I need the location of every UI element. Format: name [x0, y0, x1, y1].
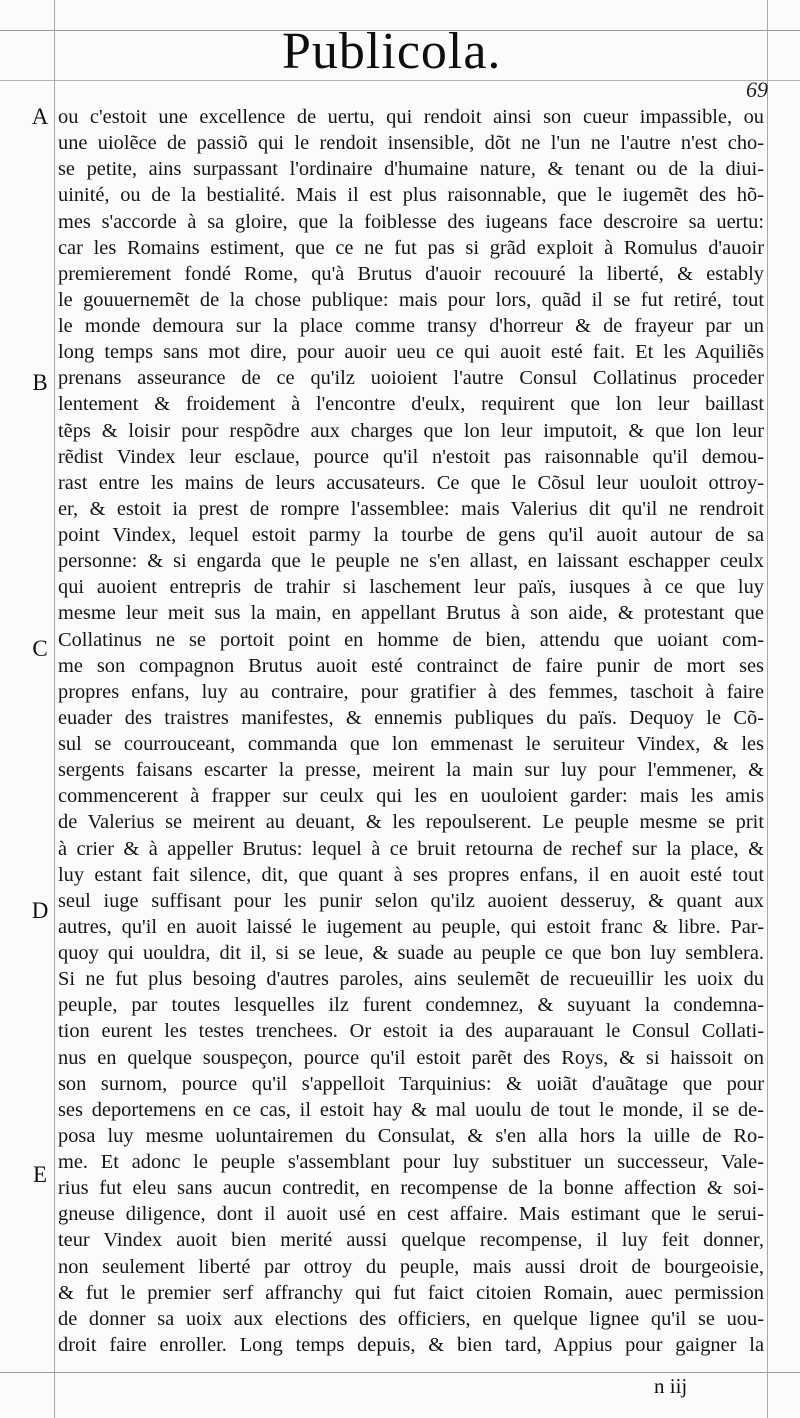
text-line: personne: & si engarda que le peuple ne s'en allast, en laissant eschapper ceulx: [58, 550, 764, 573]
margin-letter-e: E: [32, 1162, 48, 1187]
folio-number: 69: [746, 77, 768, 102]
bottom-rule: [0, 1372, 800, 1373]
text-line: une uiolẽce de passiõ qui le rendoit insensible, dõt ne l'un ne l'autre n'est cho-: [58, 132, 764, 155]
page-title: Publicola.: [282, 23, 502, 80]
text-line: Collatinus ne se portoit point en homme de bien, attendu que uoiant com-: [58, 628, 764, 651]
text-line: autres, qu'il en auoit laissé le iugement au peuple, qui estoit franc & libre. Par-: [58, 915, 764, 938]
text-line: droit faire enroller. Long temps depuis, & bien tard, Appius pour gaigner la: [58, 1333, 764, 1356]
text-line: rast entre les mains de leurs accusateurs. Ce que le Cõsul leur uouloit ottroy-: [58, 471, 764, 494]
text-line: son surnom, pource qu'il s'appelloit Tarquinius: & uoiãt d'auãtage que pour: [58, 1072, 764, 1095]
text-line: Si ne fut plus besoing d'autres paroles, ains seulemẽt de recueuillir les uoix du: [58, 968, 764, 991]
right-rule: [767, 0, 768, 1418]
text-line: me son compagnon Brutus auoit esté contrainct de faire punir de mort ses: [58, 654, 764, 677]
text-line: de donner sa uoix aux elections des officiers, en quelque lignee qu'il se uou-: [58, 1307, 764, 1330]
text-line: point Vindex, lequel estoit parmy la tourbe de gens qu'il auoit autour de sa: [58, 524, 764, 546]
text-line: teur Vindex auoit bien merité aussi quelque recompense, il luy feit donner,: [58, 1229, 764, 1252]
text-line: premierement fondé Rome, qu'à Brutus d'auoir recouuré la liberté, & estably: [58, 262, 764, 285]
text-line: tẽps & loisir pour respõdre aux charges que lon leur imputoit, & que lon leur: [58, 419, 764, 442]
text-line: à crier & à appeller Brutus: lequel à ce bruit retourna de rechef sur la place, &: [58, 837, 764, 860]
left-rule: [54, 0, 55, 1418]
text-line: er, & estoit ia prest de rompre l'assemblee: mais Valerius dit qu'il ne rendroit: [58, 497, 764, 520]
text-line: propres enfans, luy au contraire, pour gratifier à des femmes, taschoit à faire: [58, 680, 764, 703]
margin-letter-d: D: [31, 898, 49, 923]
text-line: posa luy mesme uoluntairemen du Consulat, & s'en alla hors la uille de Ro-: [58, 1124, 764, 1147]
margin-letter-a: A: [31, 104, 49, 129]
text-line: qui auoient entrepris de trahir si laschement leur païs, iusques à ce que luy: [58, 576, 764, 599]
text-line: gneuse diligence, dont il auoit usé en cest affaire. Mais estimant que le serui-: [58, 1203, 764, 1226]
text-line: uinité, ou de la bestialité. Mais il est plus raisonnable, que le iugemẽt des hõ-: [58, 184, 764, 207]
text-line: se petite, ains surpassant l'ordinaire d'humaine nature, & tenant ou de la diui-: [58, 158, 764, 181]
signature-mark: n iij: [654, 1374, 688, 1398]
text-line: mes s'accorde à sa gloire, que la foiblesse des iugeans face descroire sa uertu:: [58, 210, 764, 233]
text-line: non seulement liberté par ottroy du peuple, mais aussi droit de bourgeoisie,: [58, 1255, 764, 1278]
margin-letter-c: C: [32, 636, 48, 661]
text-line: luy estant fait silence, dit, que quant à ses propres enfans, il en auoit esté tout: [58, 863, 764, 886]
text-line: sul se courrouceant, commanda que lon emmenast le seruiteur Vindex, & les: [58, 733, 764, 755]
text-line: nus en quelque souspeçon, pource qu'il estoit parẽt des Roys, & si haissoit on: [58, 1046, 764, 1069]
text-line: rius fut eleu sans aucun contredit, en recompense de la bonne affection & soi-: [58, 1177, 764, 1200]
text-line: rẽdist Vindex leur esclaue, pource qu'il n'estoit pas raisonnable qu'il demou-: [58, 445, 764, 468]
text-line: sergents faisans escarter la presse, meirent la main sur luy pour l'emmener, &: [58, 759, 764, 782]
text-line: & fut le premier serf affranchy qui fut faict citoien Romain, auec permission: [58, 1281, 764, 1304]
text-line: quoy qui uouldra, dit il, si se leue, & suade au peuple ce que bon luy semblera.: [58, 942, 764, 964]
text-line: commencerent à frapper sur ceulx qui les en uouloient garder: mais les amis: [58, 785, 764, 808]
text-line: mesme leur meit sus la main, en appellant Brutus à son aide, & protestant que: [58, 602, 764, 625]
text-line: euader des traistres manifestes, & ennemis publiques du païs. Dequoy le Cõ-: [58, 706, 764, 729]
text-line: tion eurent les testes trenchees. Or estoit ia des auparauant le Consul Collati-: [58, 1020, 764, 1043]
text-line: car les Romains estiment, que ce ne fut pas si grãd exploit à Romulus d'auoir: [58, 236, 764, 259]
text-line: le monde demoura sur la place comme transy d'horreur & de frayeur par un: [58, 315, 764, 337]
text-line: ou c'estoit une excellence de uertu, qui rendoit ainsi son cueur impassible, ou: [58, 106, 764, 128]
text-line: peuple, par toutes lesquelles ilz furent condemnez, & suyuant la condemna-: [58, 994, 764, 1017]
text-line: lentement & froidement à l'encontre d'eulx, requirent que lon leur baillast: [58, 393, 764, 416]
text-line: de Valerius se meirent au deuant, & les repoulserent. Le peuple mesme se prit: [58, 811, 764, 834]
text-line: ses deportemens en ce cas, il estoit hay & mal uoulu de tout le monde, il se de-: [58, 1098, 764, 1121]
body-text: [58, 104, 764, 1358]
text-line: long temps sans mot dire, pour auoir ueu ce qui auoit esté fait. Et les Aquiliẽs: [58, 341, 764, 364]
text-line: prenans asseurance de ce qu'ilz uoioient l'autre Consul Collatinus proceder: [58, 367, 764, 390]
margin-letter-b: B: [32, 370, 48, 395]
text-line: le gouuernemẽt de la chose publique: mais pour lors, quãd il se fut retiré, tout: [58, 288, 764, 311]
text-line: seul iuge suffisant pour les punir selon qu'ilz auoient desseruy, & quant aux: [58, 889, 764, 912]
text-line: me. Et adonc le peuple s'assemblant pour luy substituer un successeur, Vale-: [58, 1151, 764, 1173]
